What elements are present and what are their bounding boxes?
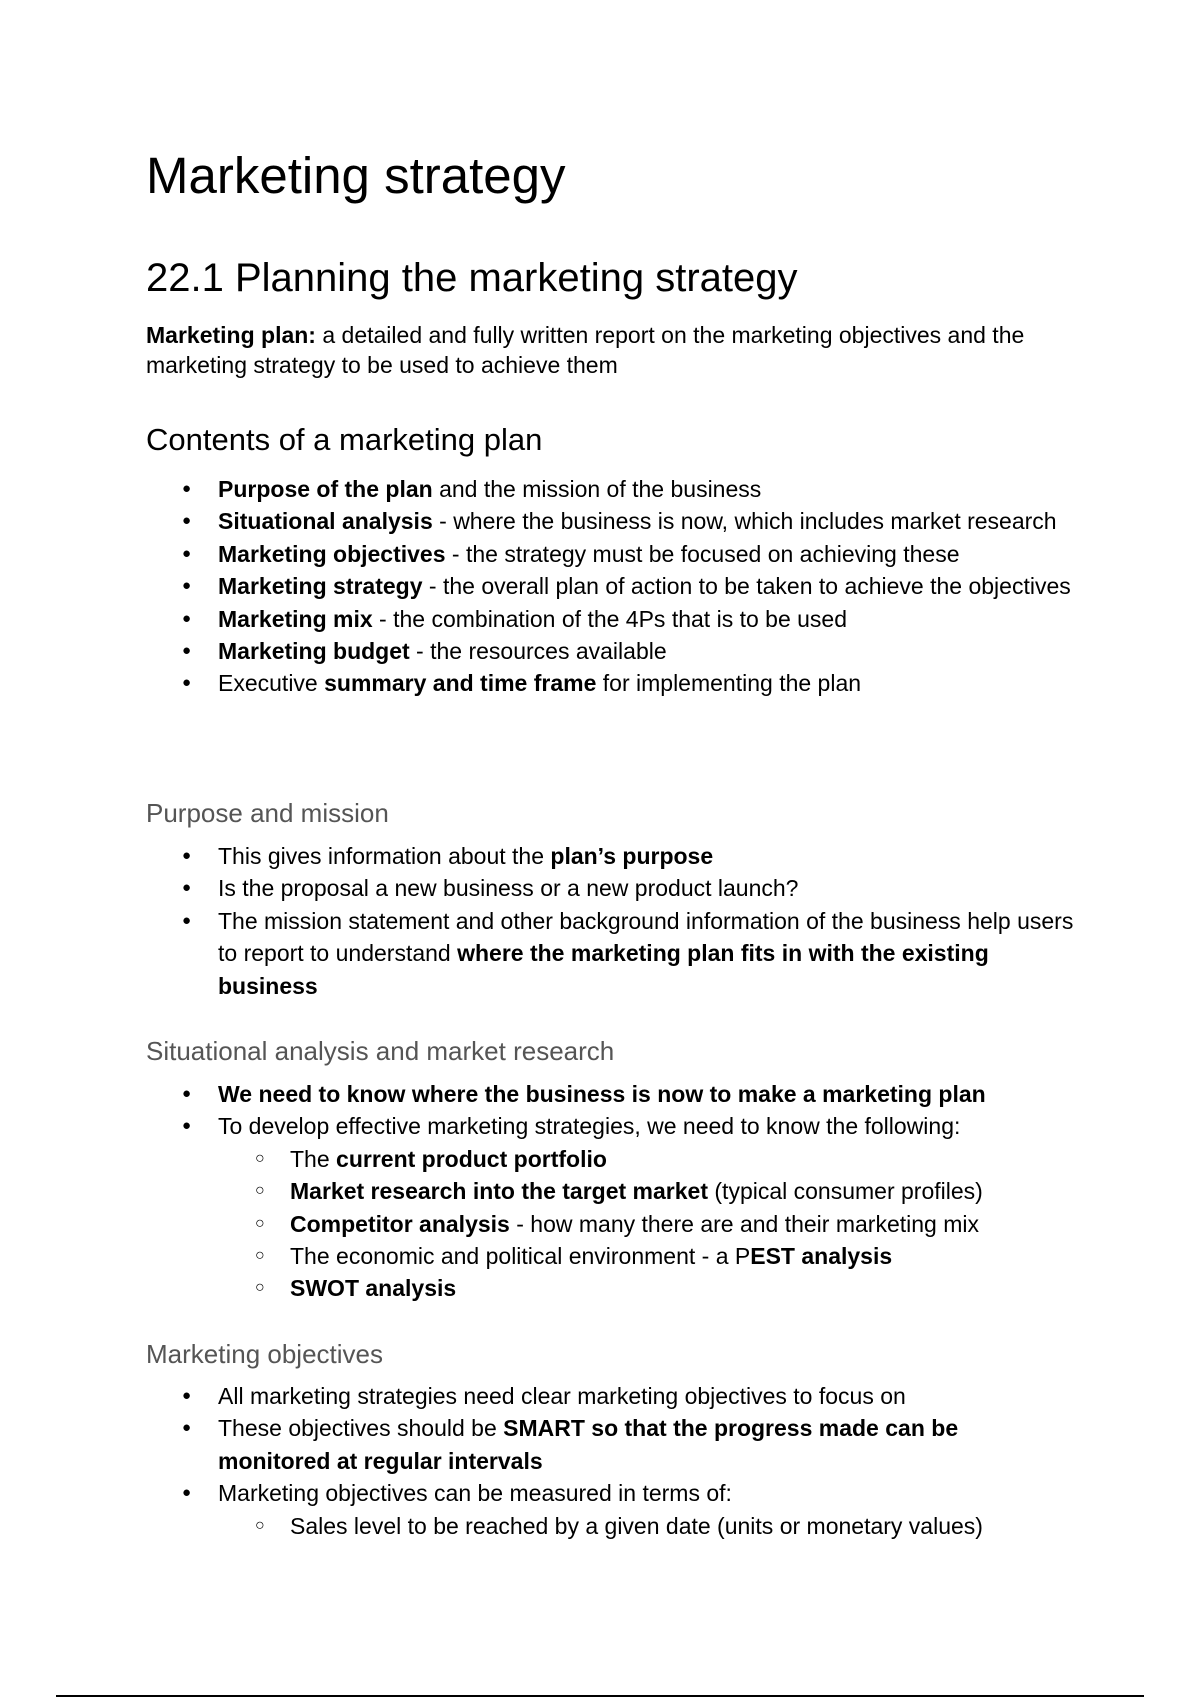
definition-paragraph bbox=[146, 320, 1076, 380]
page-title: Marketing strategy bbox=[146, 147, 566, 204]
list-item: ● We need to know where the business is now to make a marketing plan bbox=[146, 1078, 1076, 1110]
list-item: ● This gives information about the plan’s purpose bbox=[146, 840, 1076, 872]
objectives-heading: Marketing objectives bbox=[146, 1339, 383, 1369]
section-heading: 22.1 Planning the marketing strategy bbox=[146, 256, 798, 300]
sub-list-item: ○ Competitor analysis - how many there are and their marketing mix bbox=[218, 1208, 1076, 1240]
objectives-sub-list bbox=[218, 1510, 1076, 1542]
sub-list-item: ○ The economic and political environment - a PEST analysis bbox=[218, 1240, 1076, 1272]
page-bottom-rule bbox=[56, 1695, 1144, 1697]
definition-text: a detailed and fully written report on the marketing objectives and the marketing strategy to be used to achieve them bbox=[146, 322, 1025, 378]
sub-list-item: ○ SWOT analysis bbox=[218, 1272, 1076, 1304]
list-item: ● Marketing objectives - the strategy must be focused on achieving these bbox=[146, 538, 1076, 570]
list-item: ● Marketing strategy - the overall plan of action to be taken to achieve the objectives bbox=[146, 570, 1076, 602]
list-item: ● Marketing budget - the resources available bbox=[146, 635, 1076, 667]
list-item: ● Marketing objectives can be measured in terms of: ○ Sales level to be reached by a given date (units or monetary values) bbox=[146, 1477, 1076, 1542]
list-item: ● To develop effective marketing strategies, we need to know the following: ○ The current product portfolio ○ Market research into the target market (typical consumer profiles) ○ Competitor analysis - how many there are and their marketing mix ○ The economic and political environment - a PEST analysis ○ SWOT analysis bbox=[146, 1110, 1076, 1304]
definition-term: Marketing plan: bbox=[146, 322, 316, 348]
list-item: ● Is the proposal a new business or a new product launch? bbox=[146, 872, 1076, 904]
list-item: ● The mission statement and other background information of the business help users to report to understand where the marketing plan fits in with the existing business bbox=[146, 905, 1076, 1002]
list-item: ● All marketing strategies need clear marketing objectives to focus on bbox=[146, 1380, 1076, 1412]
contents-heading: Contents of a marketing plan bbox=[146, 422, 543, 457]
list-item: ● Executive summary and time frame for implementing the plan bbox=[146, 667, 1076, 699]
objectives-list bbox=[146, 1380, 1076, 1542]
sub-list-item: ○ Market research into the target market (typical consumer profiles) bbox=[218, 1175, 1076, 1207]
purpose-heading: Purpose and mission bbox=[146, 798, 389, 828]
sub-list-item: ○ The current product portfolio bbox=[218, 1143, 1076, 1175]
situational-list bbox=[146, 1078, 1076, 1305]
sub-list-item: ○ Sales level to be reached by a given date (units or monetary values) bbox=[218, 1510, 1076, 1542]
situational-sub-list bbox=[218, 1143, 1076, 1305]
list-item: ● Marketing mix - the combination of the 4Ps that is to be used bbox=[146, 603, 1076, 635]
contents-list bbox=[146, 473, 1076, 700]
list-item: ● Purpose of the plan and the mission of the business bbox=[146, 473, 1076, 505]
purpose-list bbox=[146, 840, 1076, 1002]
list-item: ● These objectives should be SMART so that the progress made can be monitored at regular intervals bbox=[146, 1412, 1076, 1477]
list-item: ● Situational analysis - where the business is now, which includes market research bbox=[146, 505, 1076, 537]
situational-heading: Situational analysis and market research bbox=[146, 1036, 615, 1066]
